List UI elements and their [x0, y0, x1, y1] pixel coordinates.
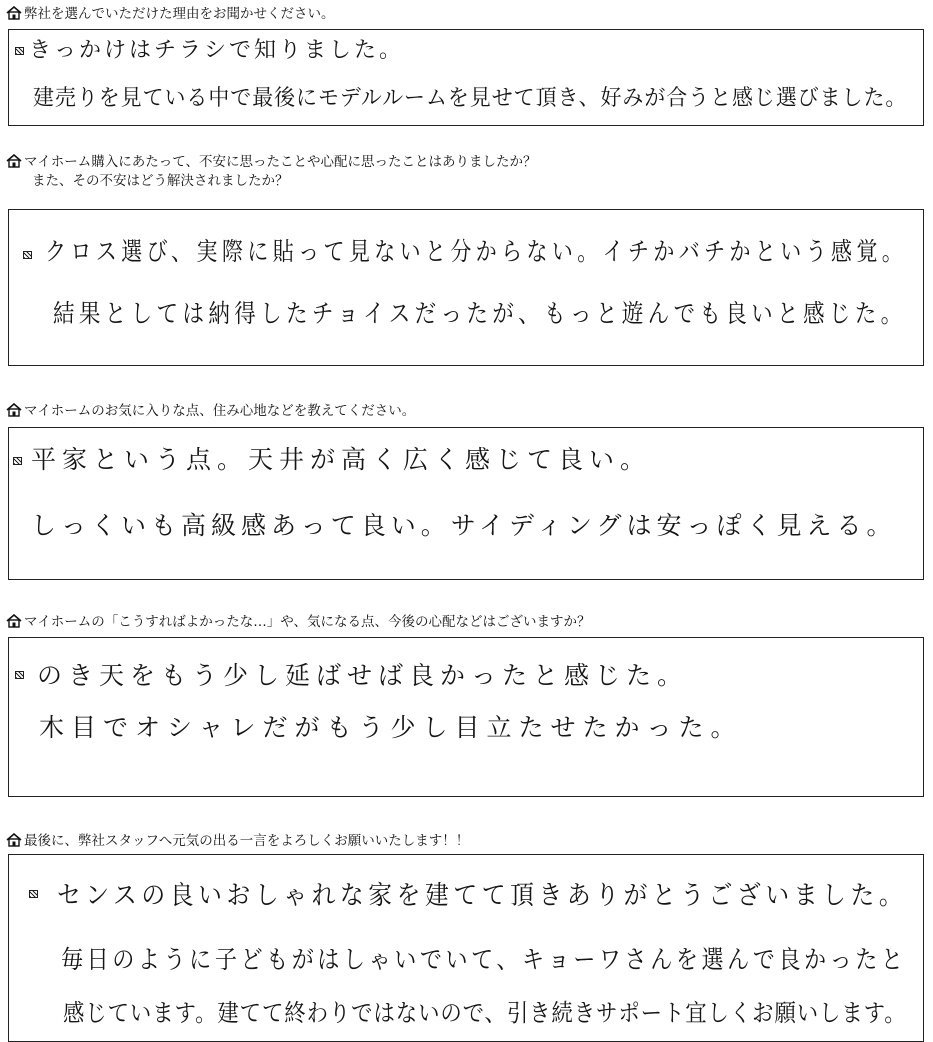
answer-5-line-1: センスの良いおしゃれな家を建てて頂きありがとうございました。 — [57, 881, 908, 911]
answer-box-5 — [8, 854, 924, 1042]
answer-box-1 — [8, 29, 924, 126]
checkbox-mark-icon — [15, 47, 24, 55]
question-4 — [6, 613, 590, 632]
question-1 — [6, 5, 335, 24]
answer-1-line-1: きっかけはチラシで知りました。 — [29, 38, 405, 63]
house-icon — [6, 6, 22, 20]
checkbox-mark-icon — [13, 457, 22, 465]
answer-box-3 — [8, 427, 924, 580]
answer-4-line-2: 木目でオシャレだがもう少し目立たせたかった。 — [39, 713, 743, 742]
answer-2-line-1: クロス選び、実際に貼って見ないと分からない。イチかバチかという感覚。 — [45, 237, 908, 266]
house-icon — [6, 833, 22, 847]
answer-5-line-3: 感じています。建てて終わりではないので、引き続きサポート宜しくお願いします。 — [63, 999, 907, 1027]
checkbox-mark-icon — [23, 251, 32, 259]
checkbox-mark-icon — [29, 890, 38, 898]
question-2-line-2: また、その不安はどう解決されましたか？ — [32, 173, 289, 189]
answer-5-line-2: 毎日のように子どもがはしゃいでいて、キョーワさんを選んで良かったと — [61, 945, 907, 974]
answer-2-line-2: 結果としては納得したチョイスだったが、もっと遊んでも良いと感じた。 — [53, 299, 907, 328]
question-5 — [6, 832, 469, 851]
question-3 — [6, 402, 415, 421]
question-4-text: マイホームの「こうすればよかったな…」や、気になる点、今後の心配などはございますか？ — [24, 614, 591, 630]
answer-box-4 — [8, 637, 924, 797]
house-icon — [6, 614, 22, 628]
answer-4-line-1: のき天をもう少し延ばせば良かったと感じた。 — [37, 661, 689, 690]
house-icon — [6, 154, 22, 168]
question-1-text: 弊社を選んでいただけた理由をお聞かせください。 — [24, 6, 335, 22]
answer-3-line-2: しっくいも高級感あって良い。サイディングは安っぽく見える。 — [31, 511, 897, 540]
house-icon — [6, 403, 22, 417]
question-5-text: 最後に、弊社スタッフへ元気の出る一言をよろしくお願いいたします！！ — [24, 833, 470, 849]
question-2 — [6, 153, 536, 191]
question-2-text: マイホーム購入にあたって、不安に思ったことや心配に思ったことはありましたか？ — [24, 154, 537, 170]
answer-3-line-1: 平家という点。天井が高く広く感じて良い。 — [31, 445, 652, 474]
checkbox-mark-icon — [15, 671, 24, 679]
question-3-text: マイホームのお気に入りな点、住み心地などを教えてください。 — [24, 403, 416, 419]
answer-box-2 — [8, 209, 924, 366]
answer-1-line-2: 建売りを見ている中で最後にモデルルームを見せて頂き、好みが合うと感じ選びました。 — [33, 86, 908, 111]
